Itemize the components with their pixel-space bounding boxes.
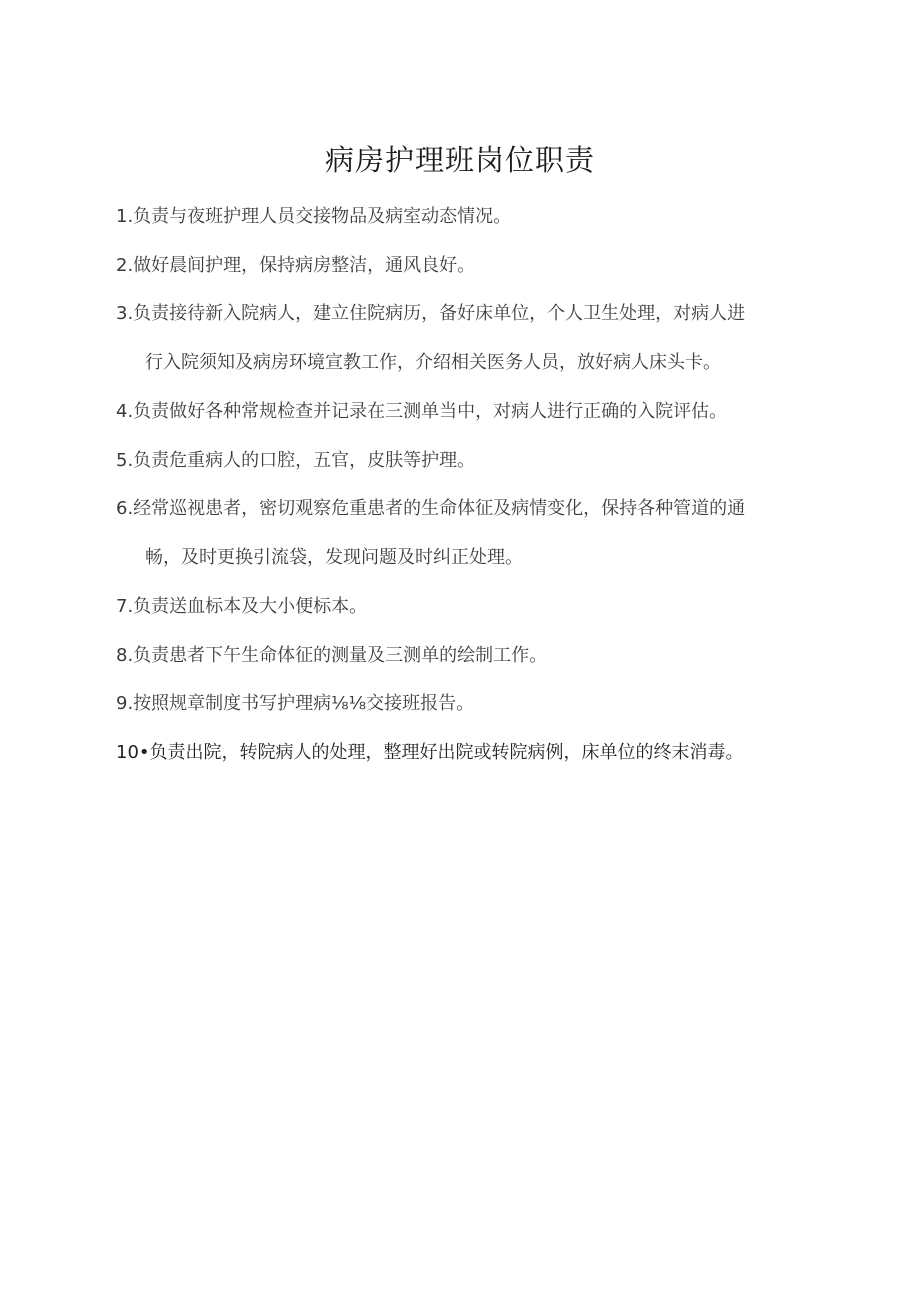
duty-item-text: 4.负责做好各种常规检查并记录在三测单当中，对病人进行正确的入院评估。 [116, 401, 728, 422]
duty-item-3 [116, 289, 826, 387]
duty-item-10 [116, 728, 826, 777]
duty-item-text: 1.负责与夜班护理人员交接物品及病室动态情况。 [116, 206, 512, 227]
duty-item-4 [116, 387, 826, 436]
duty-item-text: 9.按照规章制度书写护理病⅛⅛交接班报告。 [116, 693, 475, 714]
duty-item-6 [116, 484, 826, 582]
duty-item-text: 3.负责接待新入院病人，建立住院病历，备好床单位，个人卫生处理，对病人进 [116, 303, 746, 324]
duty-item-text: 8.负责患者下午生命体征的测量及三测单的绘制工作。 [116, 645, 548, 666]
duty-item-text: 10•负责出院，转院病人的处理，整理好出院或转院病例，床单位的终末消毒。 [116, 742, 744, 763]
duty-item-9 [116, 679, 826, 728]
duty-item-text: 5.负责危重病人的口腔，五官，皮肤等护理。 [116, 450, 476, 471]
duty-item-text: 6.经常巡视患者，密切观察危重患者的生命体征及病情变化，保持各种管道的通 [116, 498, 746, 519]
duty-item-7 [116, 582, 826, 631]
duty-item-text: 7.负责送血标本及大小便标本。 [116, 596, 368, 617]
page-title: 病房护理班岗位职责 [324, 143, 595, 177]
duty-item-continuation: 行入院须知及病房环境宣教工作，介绍相关医务人员，放好病人床头卡。 [145, 352, 721, 373]
duty-item-text: 2.做好晨间护理，保持病房整洁，通风良好。 [116, 255, 476, 276]
duty-item-2 [116, 241, 826, 290]
duty-item-8 [116, 631, 826, 680]
duty-item-continuation: 畅，及时更换引流袋，发现问题及时纠正处理。 [145, 547, 523, 568]
duty-item-1 [116, 192, 826, 241]
duty-item-5 [116, 436, 826, 485]
